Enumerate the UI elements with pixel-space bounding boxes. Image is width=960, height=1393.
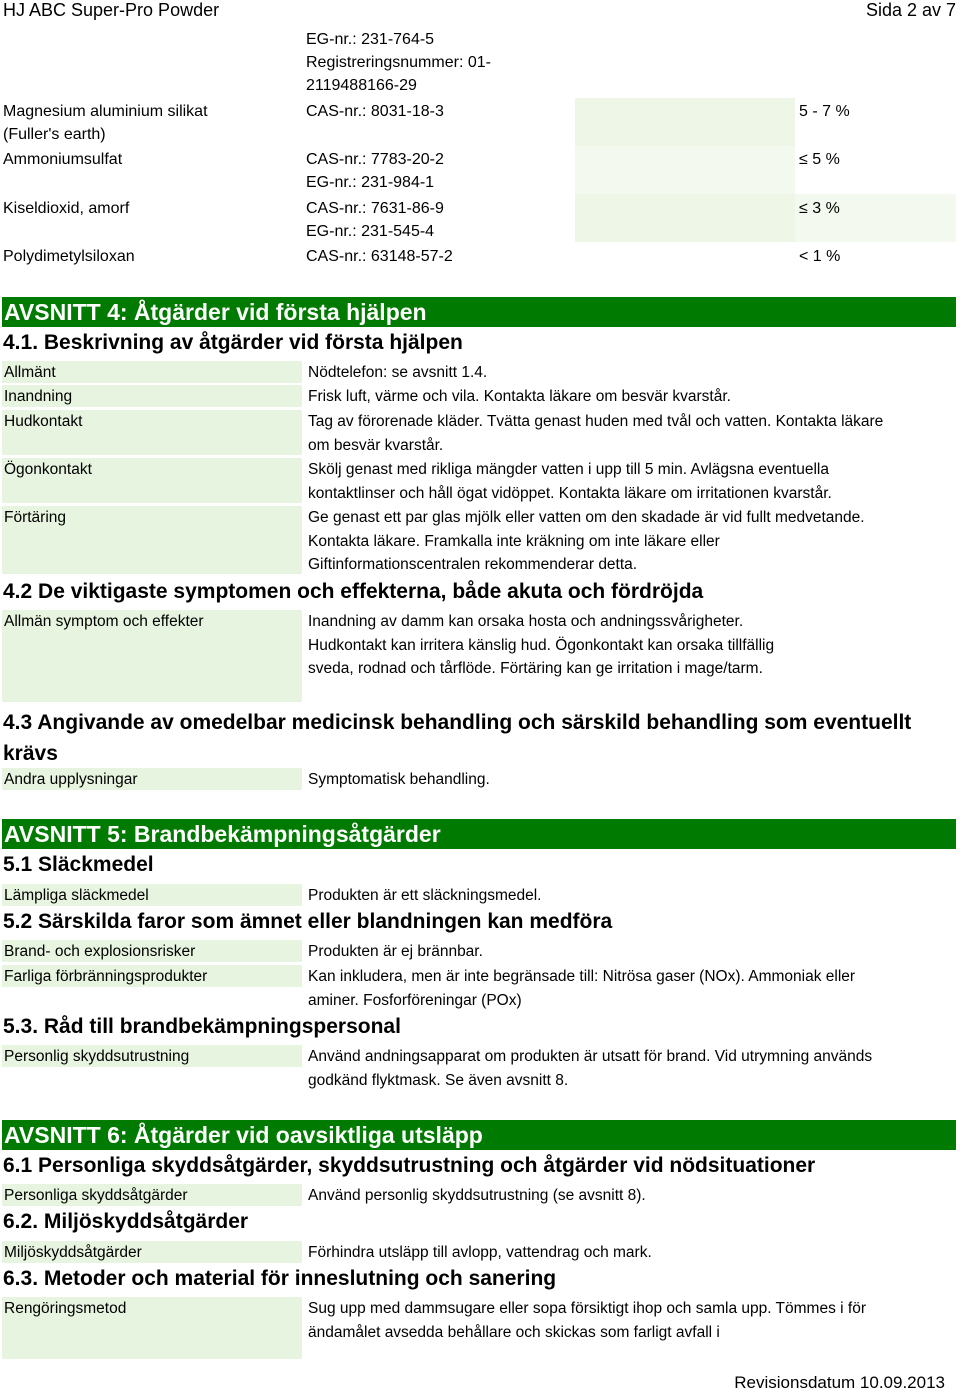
- revision-date: Revisionsdatum 10.09.2013: [734, 1373, 945, 1392]
- table-cell-bg: [575, 194, 795, 242]
- registration-number-cont: 2119488166-29: [306, 77, 417, 94]
- row-label: Inandning: [2, 385, 302, 407]
- subsection-4-2-heading: 4.2 De viktigaste symptomen och effekterna, både akuta och fördröjda: [3, 580, 704, 603]
- subsection-6-3-heading: 6.3. Metoder och material för inneslutning och sanering: [3, 1267, 557, 1290]
- section-4-heading: AVSNITT 4: Åtgärder vid första hjälpen: [2, 297, 956, 327]
- row-value: Inandning av damm kan orsaka hosta och andningssvårigheter. Hudkontakt kan irritera känslig hud. Ögonkontakt kan orsaka tillfällig sveda, rodnad och tårflöde. Förtäring kan ge irritation i mage/tarm.: [308, 613, 775, 677]
- subsection-5-2-heading: 5.2 Särskilda faror som ämnet eller blandningen kan medföra: [3, 910, 613, 933]
- row-value: Använd andningsapparat om produkten är utsatt för brand. Vid utrymning används godkänd flyktmask. Se även avsnitt 8.: [308, 1048, 873, 1089]
- registration-number: Registreringsnummer: 01-: [306, 54, 491, 71]
- row-value: Sug upp med dammsugare eller sopa försiktigt ihop och samla upp. Tömmes i för ändamålet avsedda behållare och skickas som farligt avfall i: [308, 1300, 866, 1341]
- row-label: Miljöskyddsåtgärder: [2, 1241, 302, 1263]
- row-value: Använd personlig skyddsutrustning (se avsnitt 8).: [308, 1187, 646, 1204]
- row-value: Produkten är ej brännbar.: [308, 943, 483, 960]
- row-label: Ögonkontakt: [2, 458, 302, 503]
- row-value: Skölj genast med rikliga mängder vatten i upp till 5 min. Avlägsna eventuella kontaktlinser och håll ögat vidöppet. Kontakta läkare om irritationen kvarstår.: [308, 461, 832, 502]
- row-label: Lämpliga släckmedel: [2, 884, 302, 906]
- concentration: < 1 %: [799, 248, 841, 265]
- row-label: Farliga förbränningsprodukter: [2, 965, 302, 987]
- cas-number: CAS-nr.: 63148-57-2: [306, 248, 453, 265]
- substance-name: Polydimetylsiloxan: [3, 248, 135, 265]
- row-value: Produkten är ett släckningsmedel.: [308, 887, 542, 904]
- table-cell-bg: [575, 146, 795, 194]
- row-value: Tag av förorenade kläder. Tvätta genast huden med tvål och vatten. Kontakta läkare om besvär kvarstår.: [308, 413, 884, 454]
- document-title: HJ ABC Super-Pro Powder: [3, 0, 220, 20]
- row-label: Brand- och explosionsrisker: [2, 940, 302, 962]
- section-5-heading: AVSNITT 5: Brandbekämpningsåtgärder: [2, 819, 956, 849]
- row-value: Kan inkludera, men är inte begränsade till: Nitrösa gaser (NOx). Ammoniak eller aminer. Fosforföreningar (POx): [308, 968, 856, 1009]
- concentration: ≤ 5 %: [799, 151, 840, 168]
- row-label: Andra upplysningar: [2, 768, 302, 790]
- cas-number: CAS-nr.: 7783-20-2: [306, 151, 444, 168]
- eg-number: EG-nr.: 231-764-5: [306, 31, 435, 48]
- row-label: Allmän symptom och effekter: [2, 610, 302, 702]
- row-label: Rengöringsmetod: [2, 1297, 302, 1359]
- eg-number: EG-nr.: 231-984-1: [306, 174, 435, 191]
- table-cell-bg: [575, 98, 795, 146]
- row-label: Förtäring: [2, 506, 302, 574]
- subsection-4-1-heading: 4.1. Beskrivning av åtgärder vid första hjälpen: [3, 331, 463, 354]
- subsection-5-1-heading: 5.1 Släckmedel: [3, 853, 154, 876]
- row-label: Hudkontakt: [2, 410, 302, 455]
- concentration: 5 - 7 %: [799, 103, 850, 120]
- subsection-6-1-heading: 6.1 Personliga skyddsåtgärder, skyddsutrustning och åtgärder vid nödsituationer: [3, 1154, 816, 1177]
- substance-name: Kiseldioxid, amorf: [3, 200, 130, 217]
- row-value: Nödtelefon: se avsnitt 1.4.: [308, 364, 488, 381]
- concentration: ≤ 3 %: [799, 200, 840, 217]
- row-value: Förhindra utsläpp till avlopp, vattendrag och mark.: [308, 1244, 652, 1261]
- section-6-heading: AVSNITT 6: Åtgärder vid oavsiktliga utsläpp: [2, 1120, 956, 1150]
- eg-number: EG-nr.: 231-545-4: [306, 223, 435, 240]
- row-label: Personliga skyddsåtgärder: [2, 1184, 302, 1206]
- row-value: Frisk luft, värme och vila. Kontakta läkare om besvär kvarstår.: [308, 388, 731, 405]
- row-value: Symptomatisk behandling.: [308, 771, 490, 788]
- row-label: Personlig skyddsutrustning: [2, 1045, 302, 1067]
- subsection-4-3-heading: 4.3 Angivande av omedelbar medicinsk behandling och särskild behandling som eventuellt krävs: [3, 711, 912, 765]
- subsection-5-3-heading: 5.3. Råd till brandbekämpningspersonal: [3, 1015, 401, 1038]
- page-header: [0, 0, 960, 22]
- subsection-6-2-heading: 6.2. Miljöskyddsåtgärder: [3, 1210, 249, 1233]
- cas-number: CAS-nr.: 8031-18-3: [306, 103, 444, 120]
- page-number: Sida 2 av 7: [865, 0, 956, 20]
- cas-number: CAS-nr.: 7631-86-9: [306, 200, 444, 217]
- row-label: Allmänt: [2, 361, 302, 383]
- substance-name: Ammoniumsulfat: [3, 151, 123, 168]
- substance-name: Magnesium aluminium silikat (Fuller's earth): [3, 103, 208, 143]
- row-value: Ge genast ett par glas mjölk eller vatten om den skadade är vid fullt medvetande. Kontakta läkare. Framkalla inte kräkning om inte läkare eller Giftinformationscentralen rekommenderar detta.: [308, 509, 865, 573]
